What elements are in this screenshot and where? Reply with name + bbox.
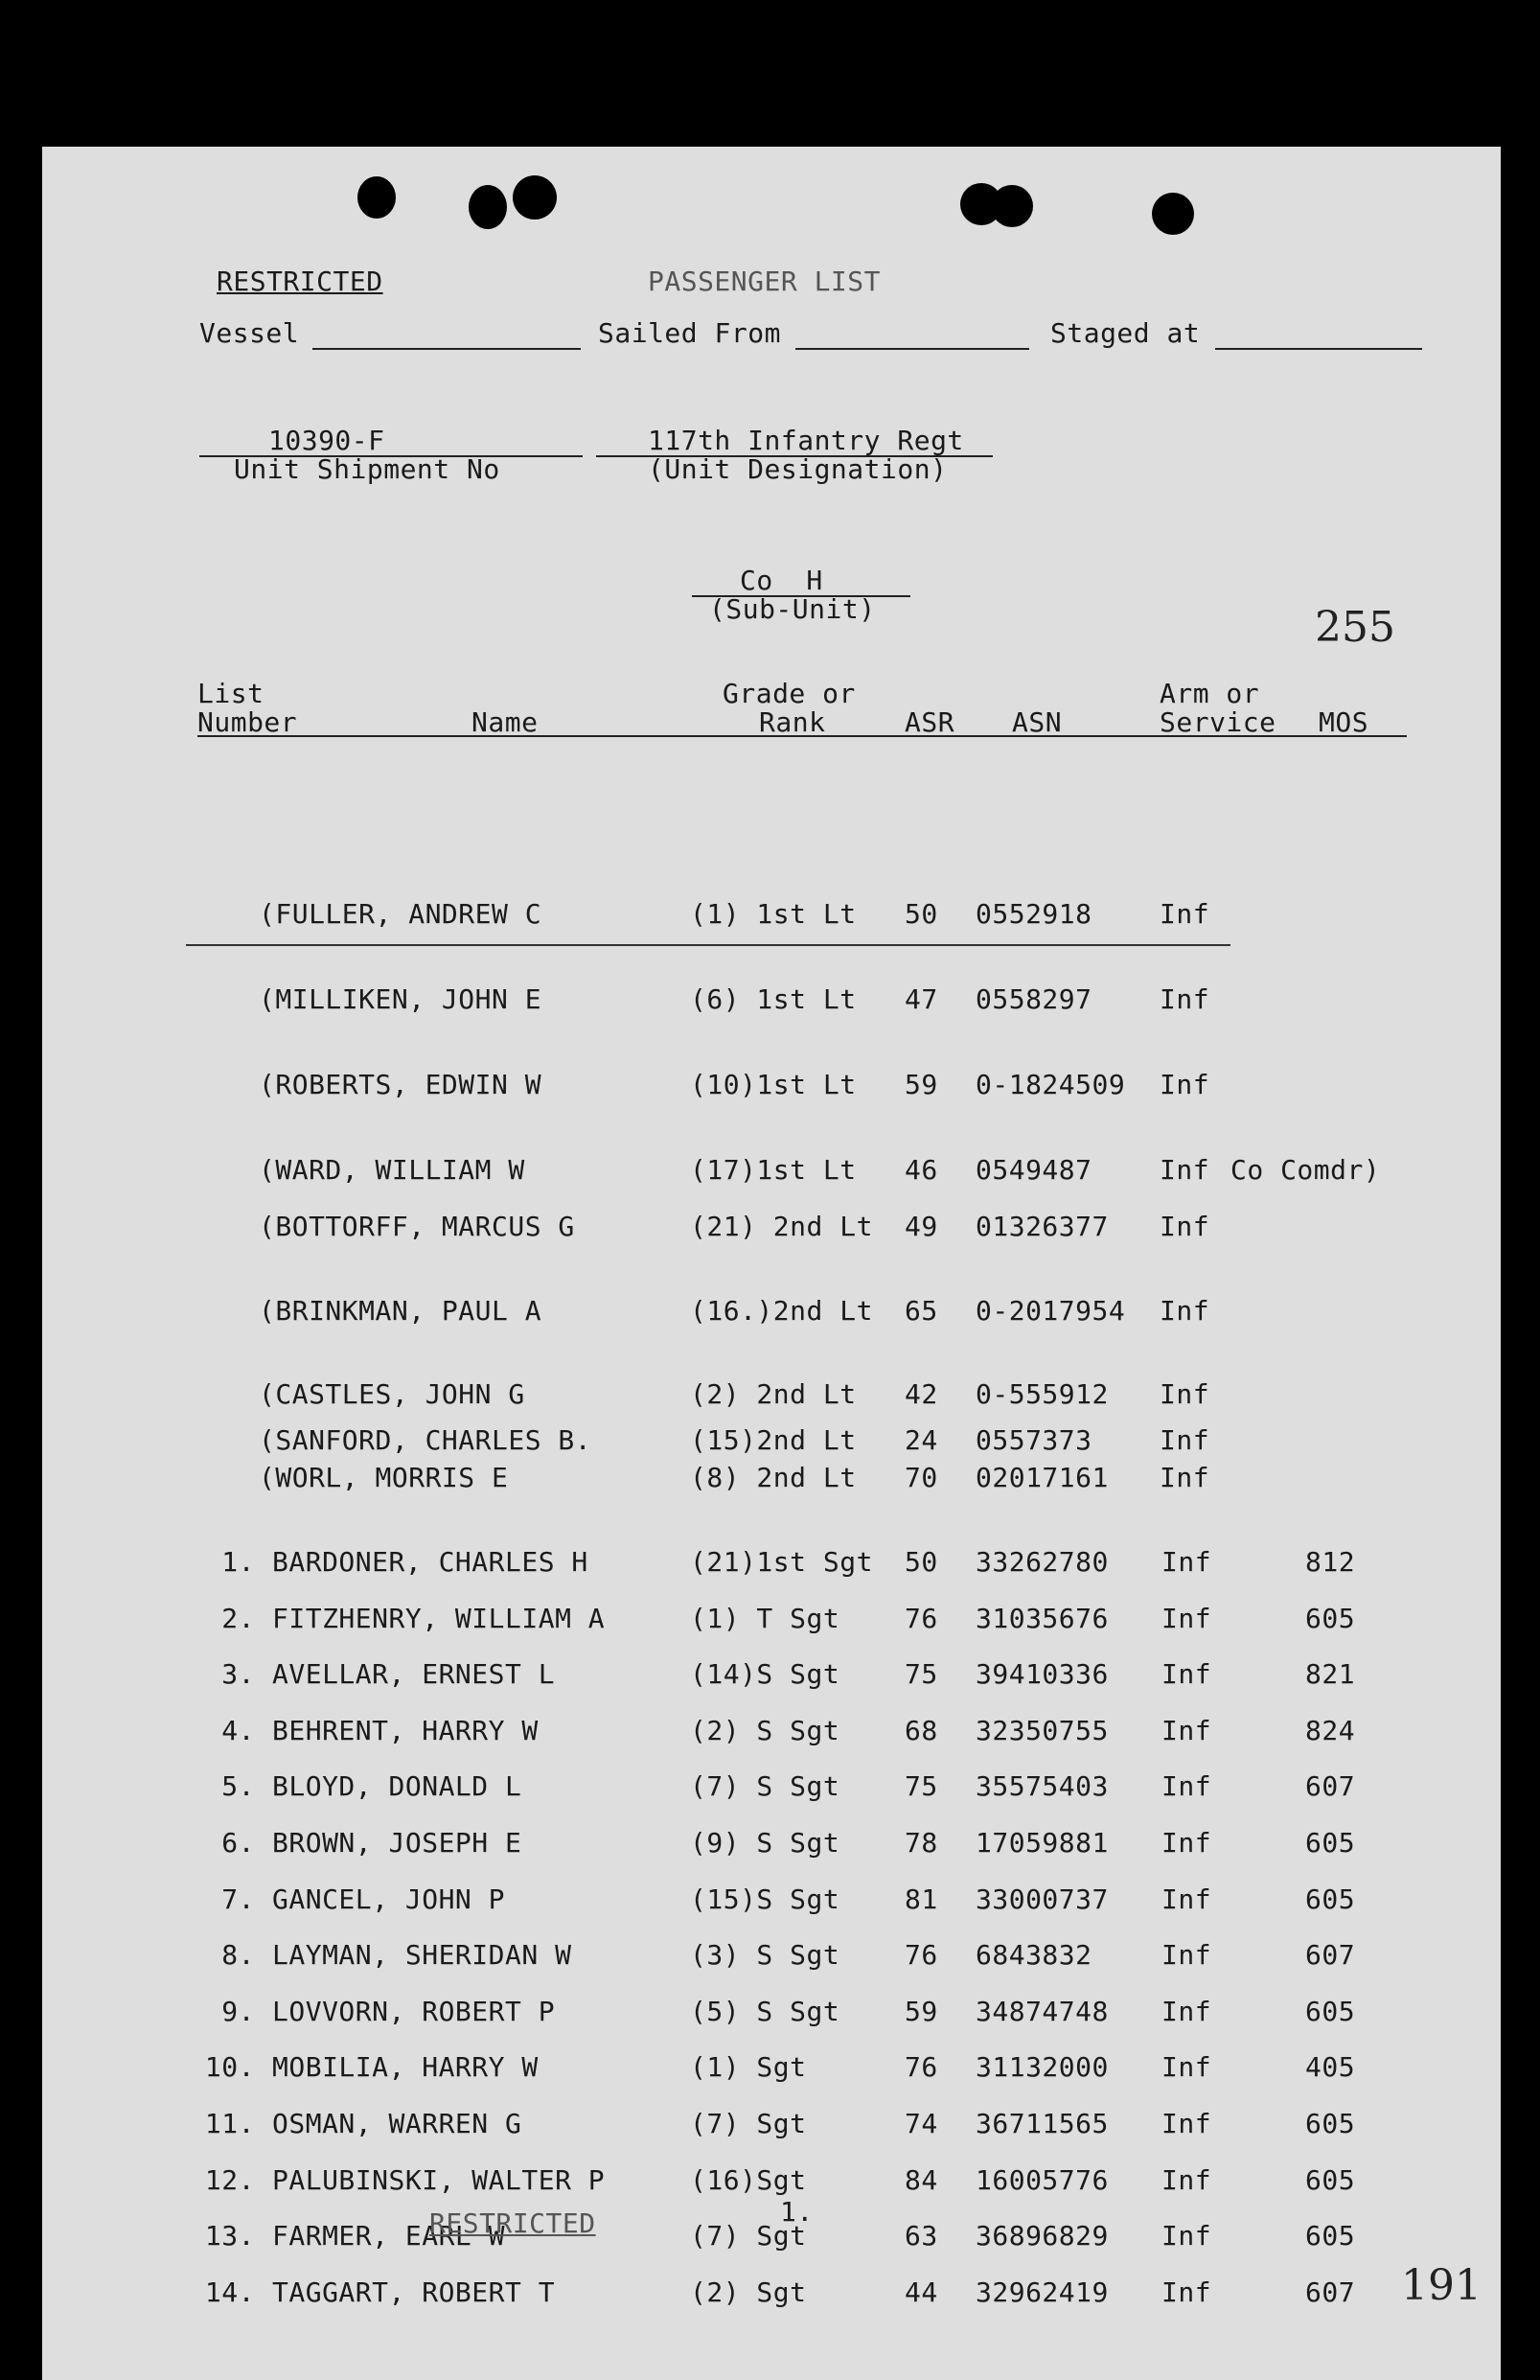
officer-asr: 70 [905, 1462, 938, 1493]
enlisted-grade: (1) T Sgt [690, 1603, 840, 1634]
handwritten-number: 191 [1401, 2261, 1482, 2310]
enlisted-asn: 32962419 [976, 2276, 1109, 2308]
document-page [42, 147, 1501, 2380]
enlisted-name: GANCEL, JOHN P [272, 1883, 506, 1915]
officer-asr: 42 [905, 1378, 938, 1410]
officer-asn: 01326377 [976, 1211, 1109, 1242]
officer-arm: Inf [1160, 1378, 1210, 1410]
punch-hole [469, 185, 507, 229]
staged-at-label: Staged at [1050, 317, 1201, 349]
punch-hole [1152, 193, 1194, 235]
enlisted-arm: Inf [1161, 1715, 1212, 1746]
enlisted-asr: 76 [905, 2051, 938, 2083]
enlisted-mos: 607 [1305, 2276, 1356, 2308]
enlisted-name: BEHRENT, HARRY W [272, 1715, 539, 1746]
enlisted-mos: 821 [1305, 1658, 1356, 1690]
enlisted-arm: Inf [1161, 1546, 1212, 1578]
list-number: 5. [221, 1770, 255, 1802]
enlisted-arm: Inf [1161, 2108, 1212, 2139]
enlisted-mos: 605 [1305, 1603, 1356, 1634]
officer-grade: (16.)2nd Lt [690, 1295, 873, 1327]
officer-asn: 0549487 [976, 1154, 1092, 1186]
enlisted-arm: Inf [1161, 2051, 1212, 2083]
staged-at-blank [1215, 348, 1422, 350]
list-number: 13. [204, 2220, 255, 2252]
list-number: 4. [221, 1715, 255, 1746]
enlisted-asn: 36896829 [976, 2220, 1109, 2252]
enlisted-mos: 605 [1305, 1883, 1356, 1915]
officer-grade: (17)1st Lt [690, 1154, 857, 1186]
col-name: Name [471, 706, 539, 738]
unit-designation: 117th Infantry Regt [648, 425, 964, 456]
col-grade: Grade or [723, 678, 856, 709]
sailed-from-blank [795, 348, 1029, 350]
enlisted-arm: Inf [1161, 1883, 1212, 1915]
officer-grade: (6) 1st Lt [690, 983, 857, 1015]
enlisted-asn: 36711565 [976, 2108, 1109, 2139]
enlisted-asr: 44 [905, 2276, 938, 2308]
officer-asr: 50 [905, 898, 938, 930]
vessel-label: Vessel [199, 317, 300, 349]
enlisted-arm: Inf [1161, 1827, 1212, 1859]
officer-asr: 46 [905, 1154, 938, 1186]
officer-grade: (2) 2nd Lt [690, 1378, 857, 1410]
officer-arm: Inf [1160, 1069, 1210, 1100]
officer-asn: 0552918 [976, 898, 1092, 930]
officer-name: (WARD, WILLIAM W [259, 1154, 525, 1186]
enlisted-mos: 605 [1305, 2164, 1356, 2196]
officer-asn: 0-555912 [976, 1378, 1109, 1410]
enlisted-grade: (7) Sgt [690, 2108, 807, 2139]
officer-asn: 0557373 [976, 1424, 1092, 1456]
enlisted-mos: 605 [1305, 2108, 1356, 2139]
officer-grade: (10)1st Lt [690, 1069, 857, 1100]
enlisted-arm: Inf [1161, 2220, 1212, 2252]
list-number: 14. [204, 2276, 255, 2308]
enlisted-name: FITZHENRY, WILLIAM A [272, 1603, 606, 1634]
enlisted-mos: 607 [1305, 1770, 1356, 1802]
enlisted-name: FARMER, EARL W [272, 2220, 506, 2252]
shipment-number: 10390-F [268, 425, 385, 456]
officer-arm: Inf [1160, 983, 1210, 1015]
enlisted-asr: 63 [905, 2220, 938, 2252]
enlisted-name: PALUBINSKI, WALTER P [272, 2164, 606, 2196]
list-number: 3. [221, 1658, 255, 1690]
col-mos: MOS [1319, 706, 1369, 738]
enlisted-asr: 76 [905, 1603, 938, 1634]
officer-asr: 59 [905, 1069, 938, 1100]
enlisted-asr: 84 [905, 2164, 938, 2196]
enlisted-name: LOVVORN, ROBERT P [272, 1996, 556, 2027]
officer-arm: Inf [1160, 1211, 1210, 1242]
officer-grade: (8) 2nd Lt [690, 1462, 857, 1493]
enlisted-asn: 34874748 [976, 1996, 1109, 2027]
col-number: Number [197, 706, 298, 738]
enlisted-asn: 33000737 [976, 1883, 1109, 1915]
enlisted-grade: (16)Sgt [690, 2164, 807, 2196]
enlisted-asn: 17059881 [976, 1827, 1109, 1859]
enlisted-mos: 605 [1305, 2220, 1356, 2252]
vessel-blank [312, 348, 581, 350]
header-rule [197, 735, 1407, 737]
col-asn: ASN [1012, 706, 1063, 738]
enlisted-asn: 35575403 [976, 1770, 1109, 1802]
unit-caption: (Unit Designation) [648, 453, 948, 485]
enlisted-mos: 605 [1305, 1827, 1356, 1859]
enlisted-arm: Inf [1161, 2164, 1212, 2196]
enlisted-asr: 78 [905, 1827, 938, 1859]
list-number: 7. [221, 1883, 255, 1915]
enlisted-name: OSMAN, WARREN G [272, 2108, 522, 2139]
col-list: List [197, 678, 264, 709]
enlisted-arm: Inf [1161, 1603, 1212, 1634]
restricted-footer: RESTRICTED [429, 2207, 596, 2239]
enlisted-asn: 6843832 [976, 1939, 1092, 1971]
enlisted-mos: 824 [1305, 1715, 1356, 1746]
enlisted-name: AVELLAR, ERNEST L [272, 1658, 556, 1690]
sailed-from-label: Sailed From [598, 317, 781, 349]
officer-grade: (15)2nd Lt [690, 1424, 857, 1456]
enlisted-grade: (3) S Sgt [690, 1939, 840, 1971]
col-service: Service [1160, 706, 1276, 738]
enlisted-asn: 31035676 [976, 1603, 1109, 1634]
enlisted-asn: 31132000 [976, 2051, 1109, 2083]
enlisted-name: BARDONER, CHARLES H [272, 1546, 588, 1578]
col-rank: Rank [759, 706, 826, 738]
enlisted-mos: 607 [1305, 1939, 1356, 1971]
enlisted-grade: (9) S Sgt [690, 1827, 840, 1859]
officer-name: (MILLIKEN, JOHN E [259, 983, 542, 1015]
restricted-heading: RESTRICTED [217, 266, 383, 297]
officer-note: Co Comdr) [1230, 1154, 1381, 1186]
officer-asn: 0-2017954 [976, 1295, 1126, 1327]
enlisted-arm: Inf [1161, 1996, 1212, 2027]
enlisted-mos: 812 [1305, 1546, 1356, 1578]
enlisted-grade: (21)1st Sgt [690, 1546, 873, 1578]
enlisted-grade: (14)S Sgt [690, 1658, 840, 1690]
enlisted-asr: 75 [905, 1658, 938, 1690]
officer-name: (FULLER, ANDREW C [259, 898, 542, 930]
sub-unit: Co H [740, 565, 823, 596]
page-number: 1. [780, 2196, 814, 2228]
punch-hole [513, 175, 557, 220]
enlisted-grade: (5) S Sgt [690, 1996, 840, 2027]
officer-arm: Inf [1160, 1424, 1210, 1456]
officer-arm: Inf [1160, 1295, 1210, 1327]
officer-name: (CASTLES, JOHN G [259, 1378, 525, 1410]
enlisted-asr: 68 [905, 1715, 938, 1746]
list-number: 2. [221, 1603, 255, 1634]
enlisted-arm: Inf [1161, 1939, 1212, 1971]
enlisted-arm: Inf [1161, 1658, 1212, 1690]
officer-grade: (1) 1st Lt [690, 898, 857, 930]
officer-asr: 49 [905, 1211, 938, 1242]
officer-name: (WORL, MORRIS E [259, 1462, 509, 1493]
enlisted-asr: 50 [905, 1546, 938, 1578]
sub-unit-caption: (Sub-Unit) [709, 593, 876, 625]
list-number: 12. [204, 2164, 255, 2196]
enlisted-asn: 33262780 [976, 1546, 1109, 1578]
enlisted-asn: 39410336 [976, 1658, 1109, 1690]
enlisted-name: LAYMAN, SHERIDAN W [272, 1939, 572, 1971]
enlisted-grade: (2) Sgt [690, 2276, 807, 2308]
enlisted-arm: Inf [1161, 2276, 1212, 2308]
enlisted-asn: 32350755 [976, 1715, 1109, 1746]
enlisted-asr: 76 [905, 1939, 938, 1971]
col-arm: Arm or [1160, 678, 1260, 709]
officer-name: (BRINKMAN, PAUL A [259, 1295, 542, 1327]
enlisted-name: MOBILIA, HARRY W [272, 2051, 539, 2083]
list-number: 11. [204, 2108, 255, 2139]
officer-name: (ROBERTS, EDWIN W [259, 1069, 542, 1100]
enlisted-grade: (1) Sgt [690, 2051, 807, 2083]
enlisted-grade: (7) Sgt [690, 2220, 807, 2252]
enlisted-asr: 75 [905, 1770, 938, 1802]
officer-arm: Inf [1160, 1154, 1210, 1186]
enlisted-asr: 81 [905, 1883, 938, 1915]
enlisted-grade: (7) S Sgt [690, 1770, 840, 1802]
officer-asn: 0558297 [976, 983, 1092, 1015]
list-number: 8. [221, 1939, 255, 1971]
enlisted-grade: (2) S Sgt [690, 1715, 840, 1746]
officer-grade: (21) 2nd Lt [690, 1211, 873, 1242]
officer-arm: Inf [1160, 898, 1210, 930]
enlisted-asr: 59 [905, 1996, 938, 2027]
officer-name: (BOTTORFF, MARCUS G [259, 1211, 575, 1242]
officer-asr: 24 [905, 1424, 938, 1456]
enlisted-mos: 405 [1305, 2051, 1356, 2083]
enlisted-grade: (15)S Sgt [690, 1883, 840, 1915]
handwritten-page-number: 255 [1315, 603, 1395, 652]
officer-asr: 47 [905, 983, 938, 1015]
officer-arm: Inf [1160, 1462, 1210, 1493]
punch-hole [357, 176, 396, 219]
officer-asr: 65 [905, 1295, 938, 1327]
col-asr: ASR [905, 706, 955, 738]
enlisted-arm: Inf [1161, 1770, 1212, 1802]
enlisted-asr: 74 [905, 2108, 938, 2139]
enlisted-asn: 16005776 [976, 2164, 1109, 2196]
list-number: 6. [221, 1827, 255, 1859]
shipment-caption: Unit Shipment No [234, 453, 500, 485]
enlisted-name: BROWN, JOSEPH E [272, 1827, 522, 1859]
enlisted-mos: 605 [1305, 1996, 1356, 2027]
punch-hole [991, 185, 1033, 227]
list-number: 9. [221, 1996, 255, 2027]
list-number: 1. [221, 1546, 255, 1578]
enlisted-name: TAGGART, ROBERT T [272, 2276, 556, 2308]
document-title: PASSENGER LIST [648, 266, 882, 297]
list-number: 10. [204, 2051, 255, 2083]
officer-asn: 0-1824509 [976, 1069, 1126, 1100]
officer-name: (SANFORD, CHARLES B. [259, 1424, 592, 1456]
enlisted-name: BLOYD, DONALD L [272, 1770, 522, 1802]
officer-asn: 02017161 [976, 1462, 1109, 1493]
strikethrough-line [186, 944, 1230, 946]
